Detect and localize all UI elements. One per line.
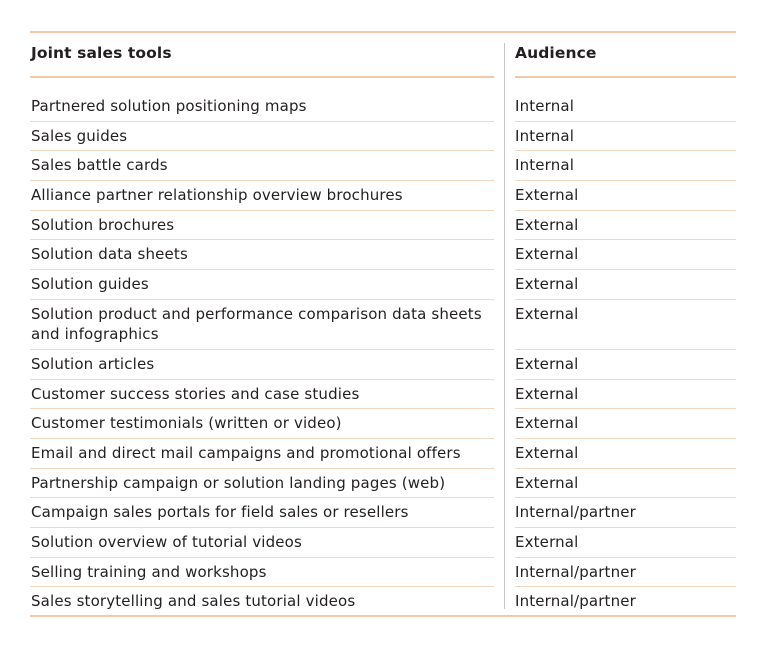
table-row bbox=[30, 211, 736, 241]
tool-cell: Email and direct mail campaigns and promotional offers bbox=[31, 443, 461, 462]
audience-cell: External bbox=[515, 215, 579, 234]
audience-cell: Internal bbox=[515, 126, 575, 145]
audience-cell: External bbox=[515, 304, 579, 323]
audience-cell: External bbox=[515, 275, 579, 294]
tool-cell: Solution articles bbox=[31, 354, 155, 373]
table-row bbox=[30, 380, 736, 410]
table-row bbox=[30, 350, 736, 380]
table-row bbox=[30, 181, 736, 211]
table-row bbox=[30, 409, 736, 439]
tool-cell: Alliance partner relationship overview brochures bbox=[31, 186, 403, 205]
header-joint-sales-tools: Joint sales tools bbox=[31, 44, 172, 62]
tool-cell: Solution overview of tutorial videos bbox=[31, 532, 302, 551]
tool-cell: Customer testimonials (written or video) bbox=[31, 414, 342, 433]
tool-cell: Solution data sheets bbox=[31, 245, 188, 264]
tool-cell: Solution product and performance comparison data sheets and infographics bbox=[31, 304, 482, 343]
tool-cell: Partnership campaign or solution landing pages (web) bbox=[31, 473, 446, 492]
audience-cell: Internal bbox=[515, 156, 575, 175]
table-row bbox=[30, 558, 736, 588]
table-row bbox=[30, 151, 736, 181]
table-row bbox=[30, 439, 736, 469]
audience-cell: External bbox=[515, 384, 579, 403]
audience-cell: Internal/partner bbox=[515, 503, 636, 522]
table-row bbox=[30, 469, 736, 499]
audience-cell: Internal bbox=[515, 97, 575, 115]
table-body bbox=[30, 92, 736, 617]
header-rule-right bbox=[515, 76, 736, 78]
table-row bbox=[30, 587, 736, 617]
tool-cell: Sales storytelling and sales tutorial videos bbox=[31, 592, 356, 611]
audience-cell: External bbox=[515, 186, 579, 205]
audience-cell: External bbox=[515, 354, 579, 373]
audience-cell: External bbox=[515, 443, 579, 462]
tool-cell: Selling training and workshops bbox=[31, 562, 267, 581]
tool-cell: Campaign sales portals for field sales or resellers bbox=[31, 503, 409, 522]
audience-cell: Internal/partner bbox=[515, 562, 636, 581]
table-row bbox=[30, 122, 736, 152]
audience-cell: External bbox=[515, 473, 579, 492]
table-header bbox=[30, 31, 736, 79]
tool-cell: Customer success stories and case studies bbox=[31, 384, 360, 403]
audience-cell: External bbox=[515, 414, 579, 433]
tool-cell: Partnered solution positioning maps bbox=[31, 97, 307, 115]
table-row bbox=[30, 528, 736, 558]
audience-cell: External bbox=[515, 532, 579, 551]
table-row bbox=[30, 92, 736, 122]
table-row bbox=[30, 300, 736, 350]
tool-cell: Solution brochures bbox=[31, 215, 175, 234]
tool-cell: Solution guides bbox=[31, 275, 149, 294]
table-row bbox=[30, 270, 736, 300]
header-rule-left bbox=[30, 76, 494, 78]
audience-cell: Internal/partner bbox=[515, 592, 636, 611]
table-row bbox=[30, 240, 736, 270]
header-audience: Audience bbox=[515, 44, 597, 62]
table-bottom-rule bbox=[30, 615, 736, 617]
tool-cell: Sales battle cards bbox=[31, 156, 168, 175]
tool-cell: Sales guides bbox=[31, 126, 128, 145]
table-row bbox=[30, 498, 736, 528]
audience-cell: External bbox=[515, 245, 579, 264]
